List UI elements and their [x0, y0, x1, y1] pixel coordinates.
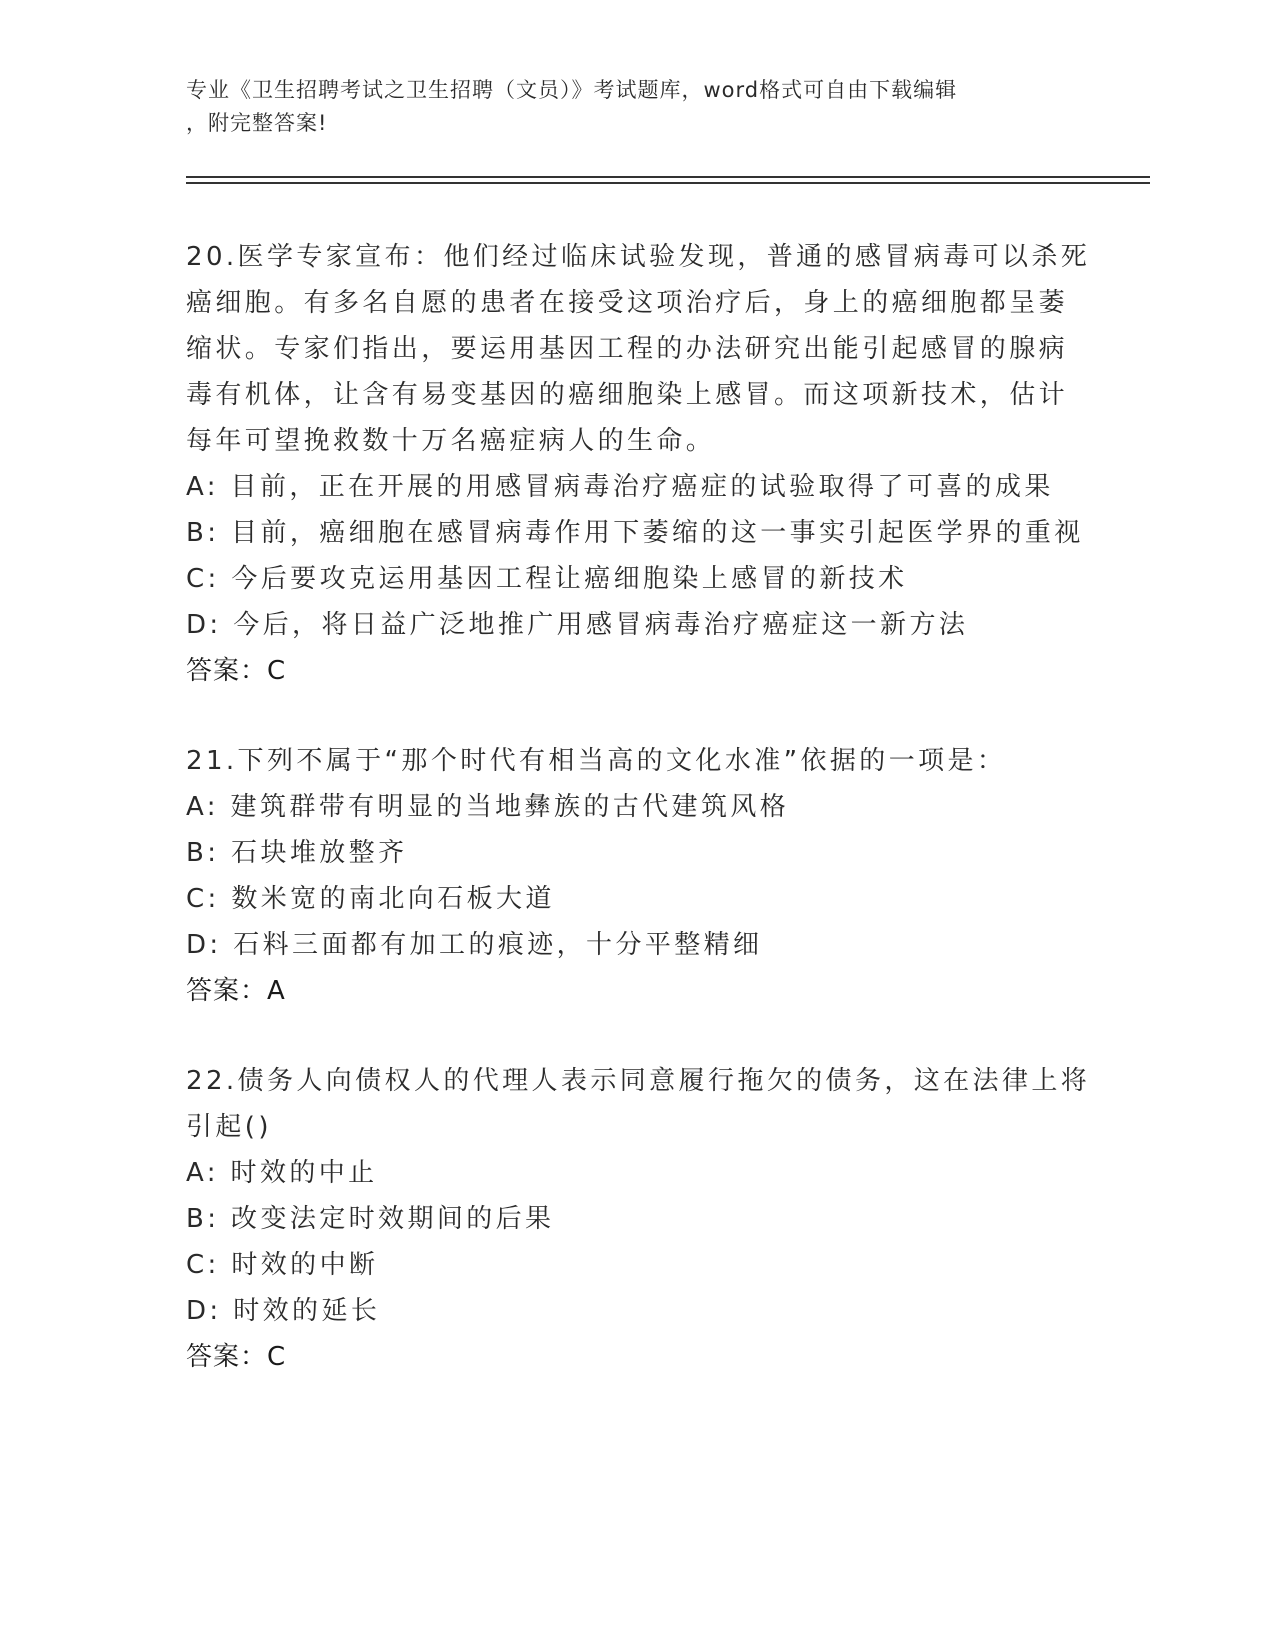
option-b: B: 石块堆放整齐 [186, 838, 408, 868]
question-stem-line: 引起() [186, 1112, 272, 1142]
question-20 [186, 234, 1091, 694]
question-21 [186, 738, 1086, 1014]
answer-line: 答案：A [186, 976, 286, 1006]
question-stem-line: 每年可望挽救数十万名癌症病人的生命。 [186, 426, 716, 456]
option-d: D: 今后，将日益广泛地推广用感冒病毒治疗癌症这一新方法 [186, 610, 969, 640]
question-22 [186, 1058, 1091, 1380]
option-a: A: 时效的中止 [186, 1158, 378, 1188]
answer-line: 答案：C [186, 656, 287, 686]
question-stem-line: 缩状。专家们指出，要运用基因工程的办法研究出能引起感冒的腺病 [186, 334, 1069, 364]
question-stem-line: 毒有机体，让含有易变基因的癌细胞染上感冒。而这项新技术，估计 [186, 380, 1069, 410]
document-header [186, 74, 1066, 140]
header-line-2: ，附完整答案! [186, 111, 328, 135]
option-c: C: 数米宽的南北向石板大道 [186, 884, 555, 914]
question-stem-line: 20.医学专家宣布：他们经过临床试验发现，普通的感冒病毒可以杀死 [186, 242, 1091, 272]
option-d: D: 时效的延长 [186, 1296, 381, 1326]
answer-line: 答案：C [186, 1342, 287, 1372]
option-a: A: 目前，正在开展的用感冒病毒治疗癌症的试验取得了可喜的成果 [186, 472, 1054, 502]
question-stem-line: 癌细胞。有多名自愿的患者在接受这项治疗后，身上的癌细胞都呈萎 [186, 288, 1069, 318]
question-stem-line: 22.债务人向债权人的代理人表示同意履行拖欠的债务，这在法律上将 [186, 1066, 1091, 1096]
option-a: A: 建筑群带有明显的当地彝族的古代建筑风格 [186, 792, 790, 822]
option-b: B: 目前，癌细胞在感冒病毒作用下萎缩的这一事实引起医学界的重视 [186, 518, 1084, 548]
header-divider-bottom [186, 182, 1150, 184]
header-line-1: 专业《卫生招聘考试之卫生招聘（文员）》考试题库，word格式可自由下载编辑 [186, 78, 958, 102]
question-list [186, 234, 1091, 1424]
option-c: C: 时效的中断 [186, 1250, 379, 1280]
option-c: C: 今后要攻克运用基因工程让癌细胞染上感冒的新技术 [186, 564, 908, 594]
option-d: D: 石料三面都有加工的痕迹，十分平整精细 [186, 930, 763, 960]
header-divider-top [186, 176, 1150, 178]
question-stem-line: 21.下列不属于“那个时代有相当高的文化水准”依据的一项是： [186, 746, 1007, 776]
option-b: B: 改变法定时效期间的后果 [186, 1204, 555, 1234]
